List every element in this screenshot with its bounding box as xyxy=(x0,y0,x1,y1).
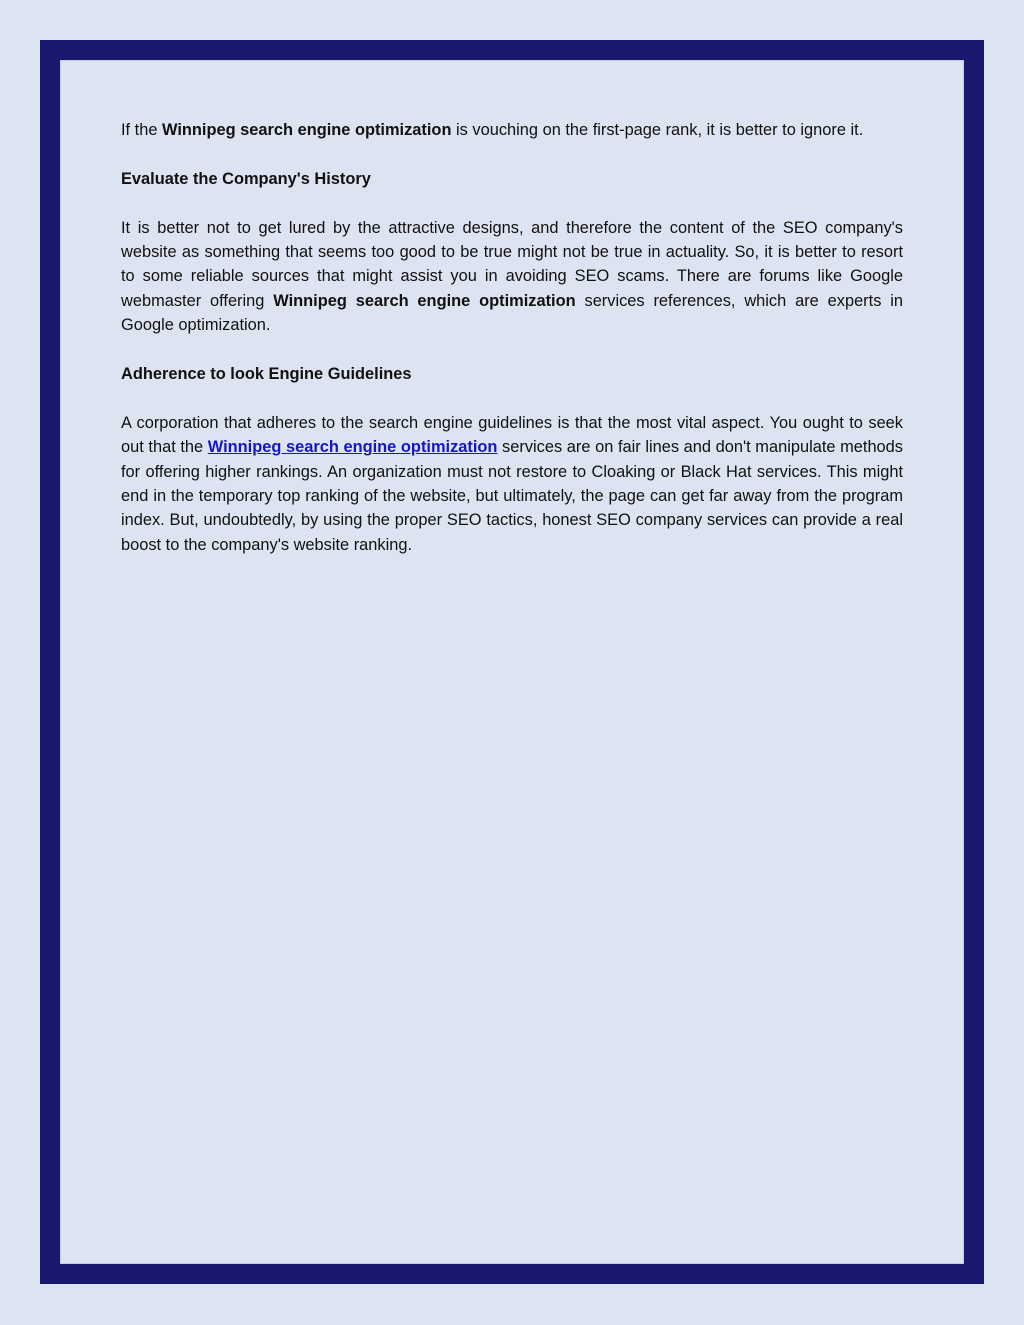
paragraph-text: services references, which are experts in Google optimization. xyxy=(121,291,904,335)
seo-link[interactable]: Winnipeg search engine optimization xyxy=(207,438,498,457)
paragraph-text: services are on fair lines and don't manipulate methods for offering higher rankings. An organization must not restore to Cloaking or Black Hat services. This might end in the temporary top ranking of the website, but ultimately, the page can get far away from the program index. But, undoubtedly, by using the proper SEO tactics, honest SEO company services can provide a real boost to the company's website ranking. xyxy=(121,438,903,554)
paragraph-intro xyxy=(121,118,903,142)
paragraph-guidelines xyxy=(121,411,903,557)
section-heading-history: Evaluate the Company's History xyxy=(121,169,371,188)
section-heading-guidelines: Adherence to look Engine Guidelines xyxy=(121,365,412,384)
paragraph-history xyxy=(121,216,903,338)
bold-keyword: Winnipeg search engine optimization xyxy=(162,121,452,139)
paragraph-text: is vouching on the first-page rank, it is better to ignore it. xyxy=(451,121,864,139)
bold-keyword: Winnipeg search engine optimization xyxy=(273,291,576,310)
document-body xyxy=(121,118,903,582)
paragraph-text: A corporation that adheres to the search engine guidelines is that the most vital aspect. You ought to seek out that the xyxy=(121,413,903,457)
paragraph-text: It is better not to get lured by the attractive designs, and therefore the content of the SEO company's website as something that seems too good to be true might not be true in actuality. So, it is better to resort to some reliable sources that might assist you in avoiding SEO scams. There are forums like Google webmaster offering xyxy=(121,218,903,310)
paragraph-text: If the xyxy=(121,121,163,139)
